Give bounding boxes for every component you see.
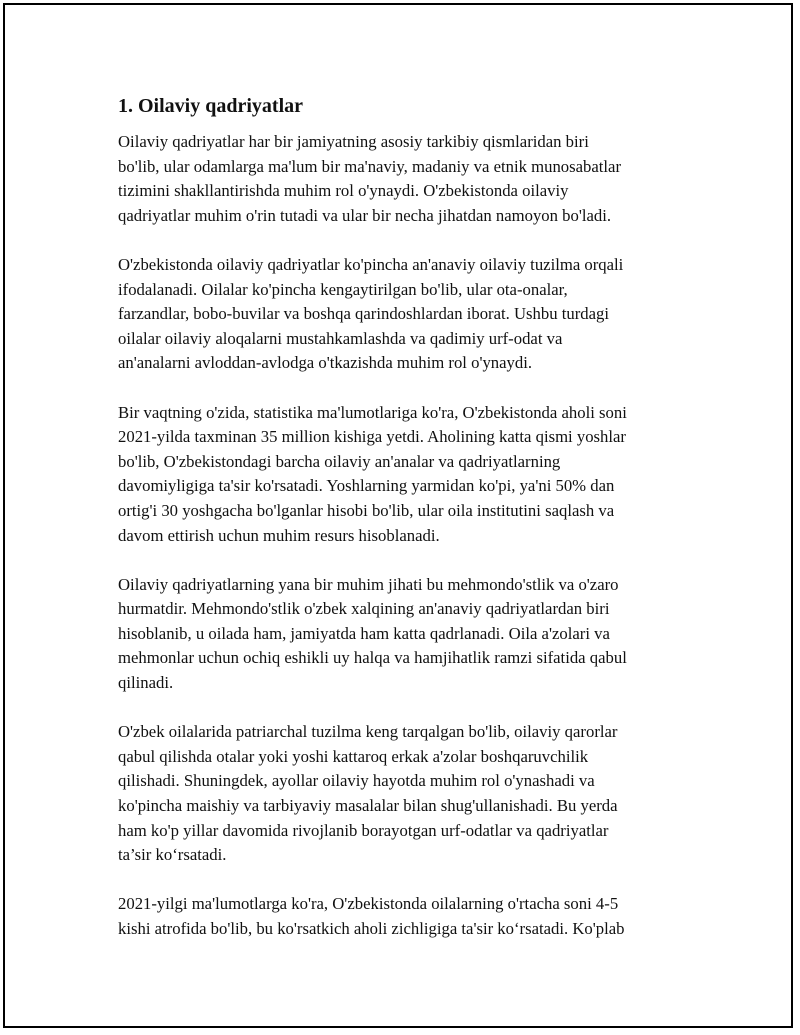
text-line: Oilaviy qadriyatlar har bir jamiyatning asosiy tarkibiy qismlaridan biri xyxy=(118,132,589,151)
text-line: ifodalanadi. Oilalar ko'pincha kengaytirilgan bo'lib, ular ota-onalar, xyxy=(118,279,568,299)
text-line: oilalar oilaviy aloqalarni mustahkamlashda va qadimiy urf-odat va xyxy=(118,328,563,348)
text-line: ko'pincha maishiy va tarbiyaviy masalalar bilan shug'ullanishadi. Bu yerda xyxy=(118,796,618,816)
text-line: hisoblanib, u oilada ham, jamiyatda ham katta qadrlanadi. Oila a'zolari va xyxy=(118,623,610,643)
text-line: qilishadi. Shuningdek, ayollar oilaviy hayotda muhim rol o'ynashadi va xyxy=(118,771,595,791)
text-line: 2021-yilda taxminan 35 million kishiga yetdi. Aholining katta qismi yoshlar xyxy=(118,427,626,447)
text-line: qabul qilishda otalar yoki yoshi kattaroq erkak a'zolar boshqaruvchilik xyxy=(118,746,589,766)
document-content xyxy=(118,92,688,966)
text-line: ham ko'p yillar davomida rivojlanib borayotgan urf-odatlar va qadriyatlar xyxy=(118,820,609,840)
text-line: Oilaviy qadriyatlarning yana bir muhim jihati bu mehmondo'stlik va o'zaro xyxy=(118,574,619,594)
text-line: davomiyligiga ta'sir ko'rsatadi. Yoshlarning yarmidan ko'pi, ya'ni 50% dan xyxy=(118,476,615,496)
text-line: ortig'i 30 yoshgacha bo'lganlar hisobi bo'lib, ular oila institutini saqlash va xyxy=(118,500,615,520)
text-line: qilinadi. xyxy=(118,673,174,693)
section-heading: 1. Oilaviy qadriyatlar xyxy=(118,95,303,117)
text-line: qadriyatlar muhim o'rin tutadi va ular bir necha jihatdan namoyon bo'ladi. xyxy=(118,205,612,225)
text-line: O'zbek oilalarida patriarchal tuzilma keng tarqalgan bo'lib, oilaviy qarorlar xyxy=(118,722,618,742)
text-line: kishi atrofida bo'lib, bu ko'rsatkich aholi zichligiga ta'sir ko‘rsatadi. Ko'plab xyxy=(118,919,625,938)
paragraph-1 xyxy=(118,130,688,228)
text-line: bo'lib, ular odamlarga ma'lum bir ma'naviy, madaniy va etnik munosabatlar xyxy=(118,156,622,176)
text-line: hurmatdir. Mehmondo'stlik o'zbek xalqining an'anaviy qadriyatlardan biri xyxy=(118,599,610,619)
text-line: farzandlar, bobo-buvilar va boshqa qarindoshlardan iborat. Ushbu turdagi xyxy=(118,304,610,324)
paragraph-4 xyxy=(118,573,688,696)
text-line: an'analarni avloddan-avlodga o'tkazishda muhim rol o'ynaydi. xyxy=(118,353,533,373)
paragraph-5 xyxy=(118,720,688,868)
text-line: tizimini shakllantirishda muhim rol o'ynaydi. O'zbekistonda oilaviy xyxy=(118,181,569,201)
paragraph-3 xyxy=(118,401,688,549)
text-line: 2021-yilgi ma'lumotlarga ko'ra, O'zbekistonda oilalarning o'rtacha soni 4-5 xyxy=(118,894,619,914)
text-line: Bir vaqtning o'zida, statistika ma'lumotlariga ko'ra, O'zbekistonda aholi soni xyxy=(118,402,627,422)
paragraph-2 xyxy=(118,253,688,376)
text-line: ta’sir ko‘rsatadi. xyxy=(118,845,227,865)
text-line: O'zbekistonda oilaviy qadriyatlar ko'pincha an'anaviy oilaviy tuzilma orqali xyxy=(118,254,624,274)
text-line: bo'lib, O'zbekistondagi barcha oilaviy an'analar va qadriyatlarning xyxy=(118,451,561,471)
text-line: mehmonlar uchun ochiq eshikli uy halqa va hamjihatlik ramzi sifatida qabul xyxy=(118,648,627,668)
text-line: davom ettirish uchun muhim resurs hisoblanadi. xyxy=(118,525,440,545)
paragraph-6 xyxy=(118,892,688,941)
